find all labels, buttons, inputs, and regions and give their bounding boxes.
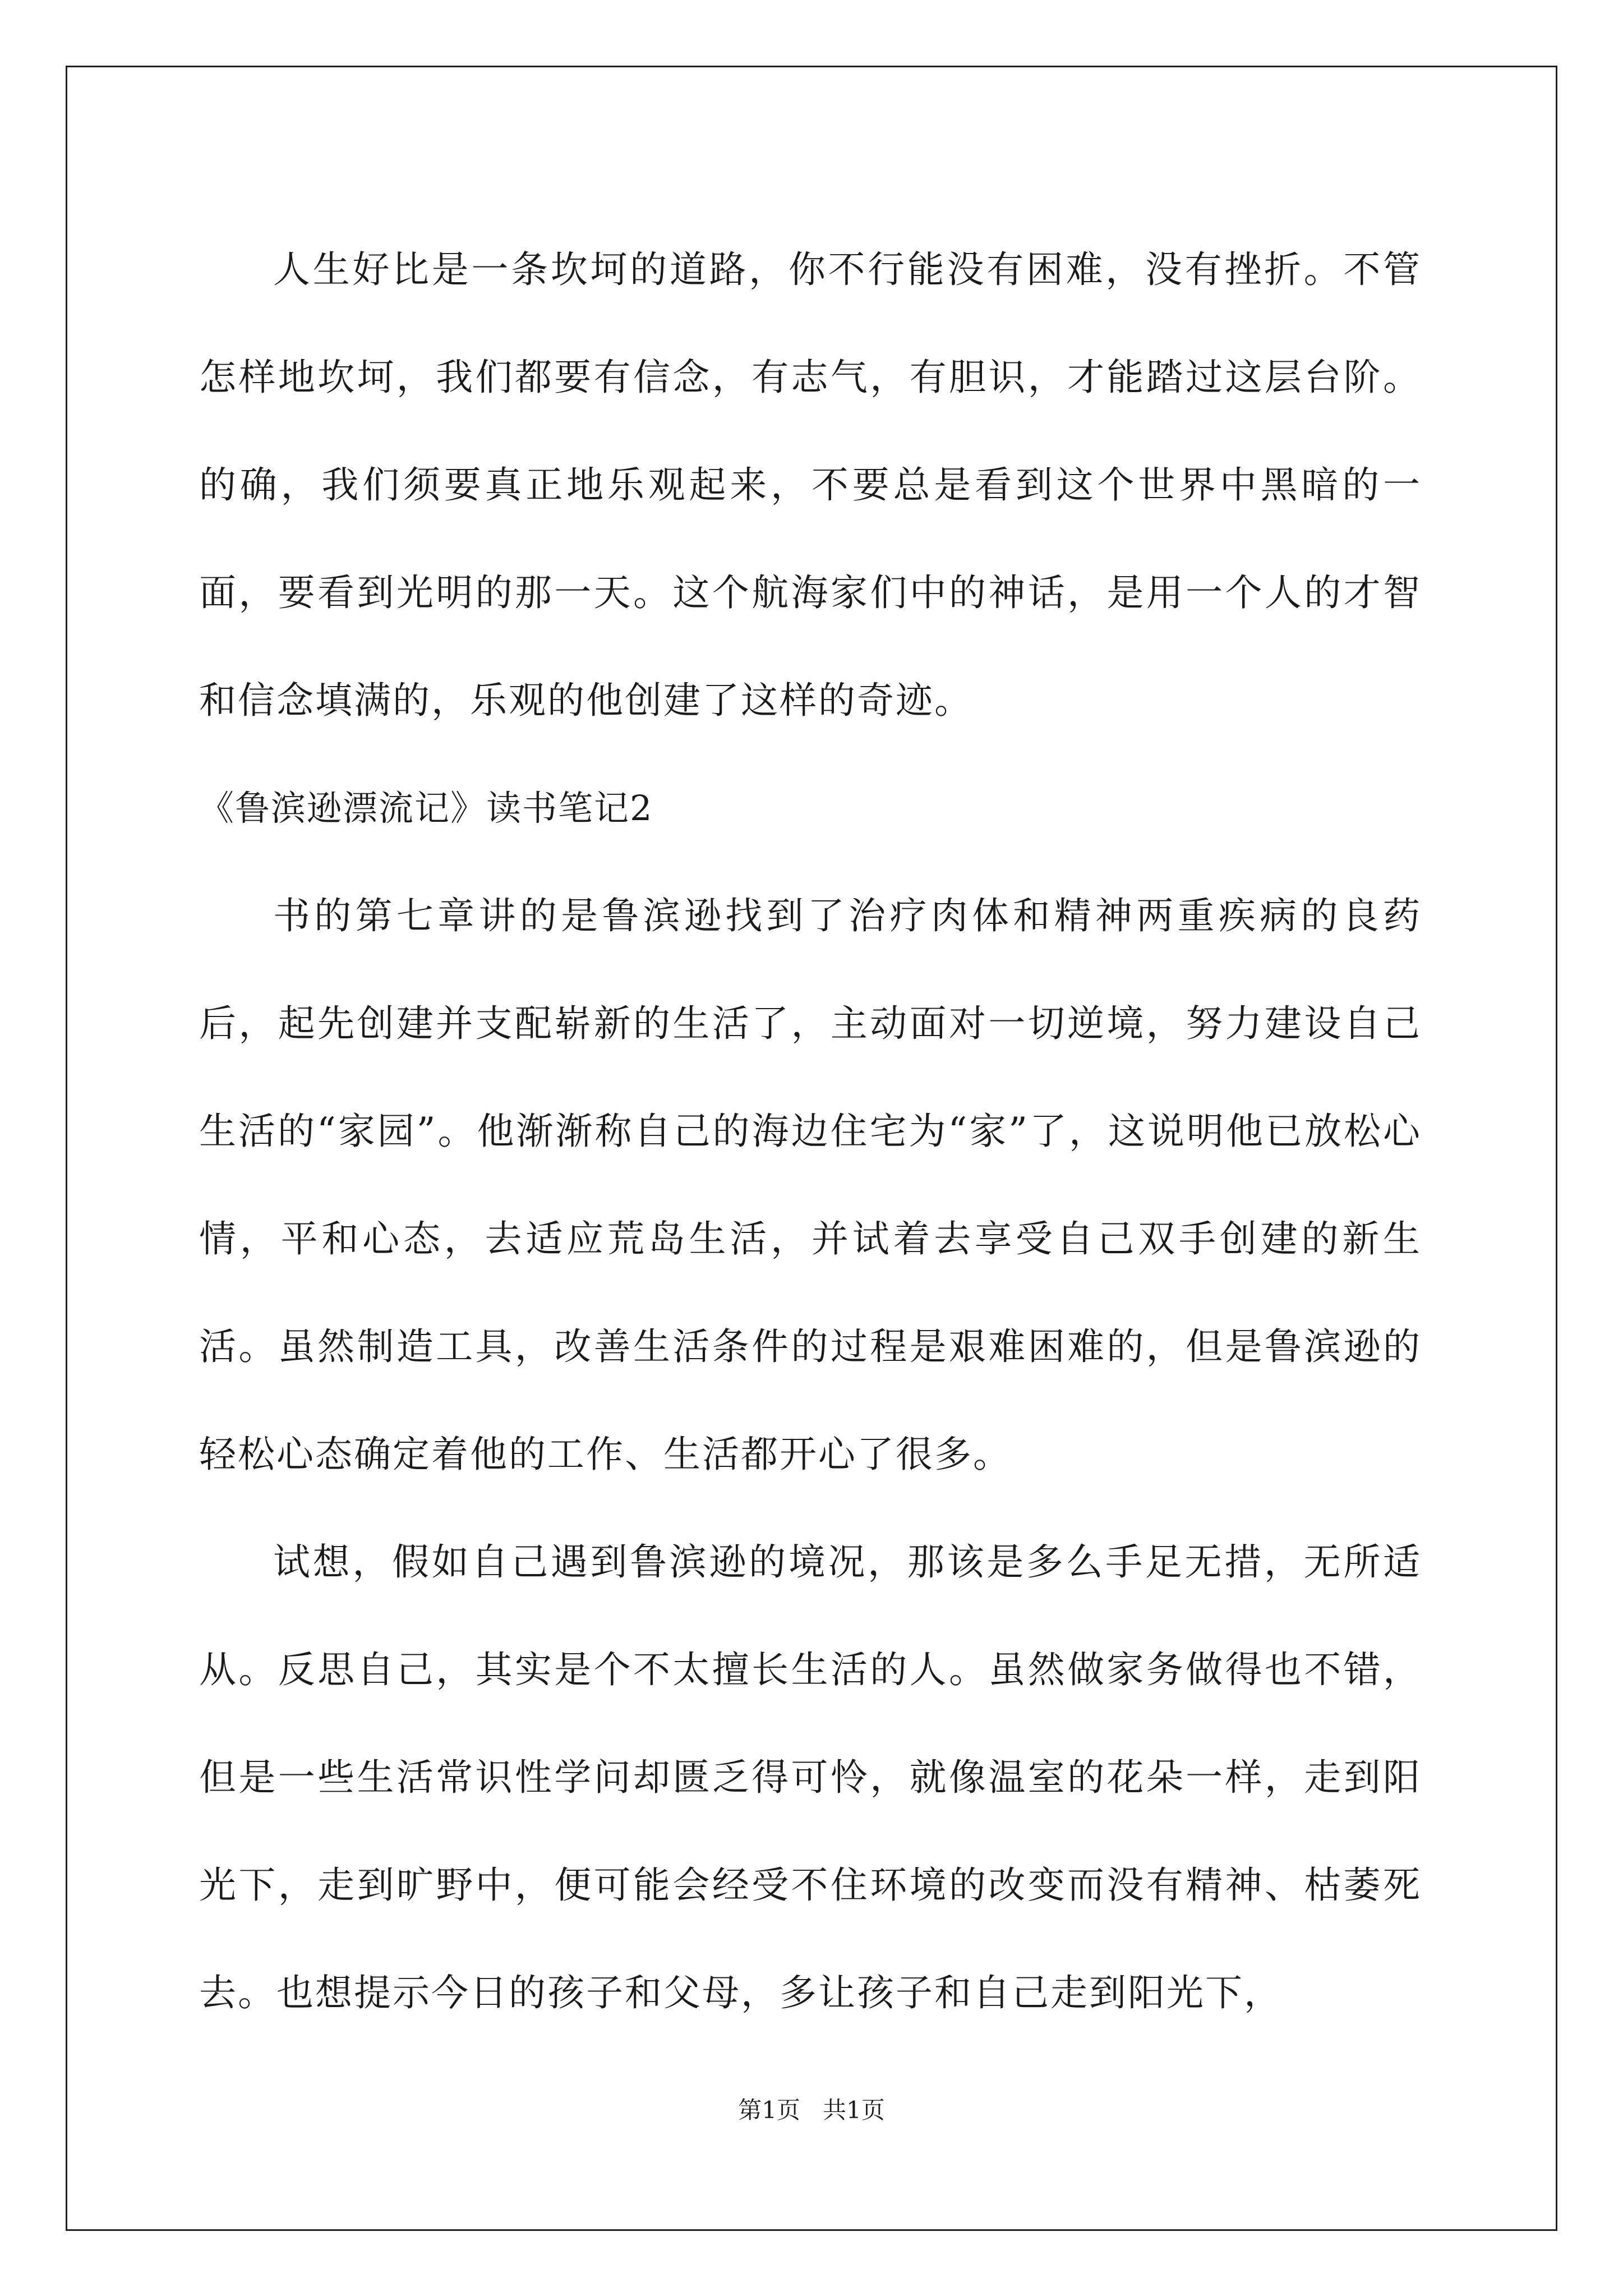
page-number: 第1页 — [738, 2096, 800, 2124]
body-paragraph: 人生好比是一条坎坷的道路，你不行能没有困难，没有挫折。不管怎样地坎坷，我们都要有信念，有志气，有胆识，才能踏过这层台阶。的确，我们须要真正地乐观起来，不要总是看到这个世界中黑暗的一面，要看到光明的那一天。这个航海家们中的神话，是用一个人的才智和信念填满的，乐观的他创建了这样的奇迹。 — [199, 248, 1422, 722]
document-body — [199, 216, 1422, 2047]
section-heading: 《鲁滨逊漂流记》读书笔记2 — [199, 788, 653, 829]
page-total: 共1页 — [823, 2096, 885, 2124]
body-paragraph: 试想，假如自己遇到鲁滨逊的境况，那该是多么手足无措，无所适从。反思自己，其实是个不太擅长生活的人。虽然做家务做得也不错，但是一些生活常识性学问却匮乏得可怜，就像温室的花朵一样，走到阳光下，走到旷野中，便可能会经受不住环境的改变而没有精神、枯萎死去。也想提示今日的孩子和父母，多让孩子和自己走到阳光下， — [199, 1540, 1422, 2014]
page-footer — [0, 2093, 1623, 2127]
body-paragraph: 书的第七章讲的是鲁滨逊找到了治疗肉体和精神两重疾病的良药后，起先创建并支配崭新的生活了，主动面对一切逆境，努力建设自己生活的“家园”。他渐渐称自己的海边住宅为“家”了，这说明他已放松心情，平和心态，去适应荒岛生活，并试着去享受自己双手创建的新生活。虽然制造工具，改善生活条件的过程是艰难困难的，但是鲁滨逊的轻松心态确定着他的工作、生活都开心了很多。 — [199, 894, 1422, 1476]
